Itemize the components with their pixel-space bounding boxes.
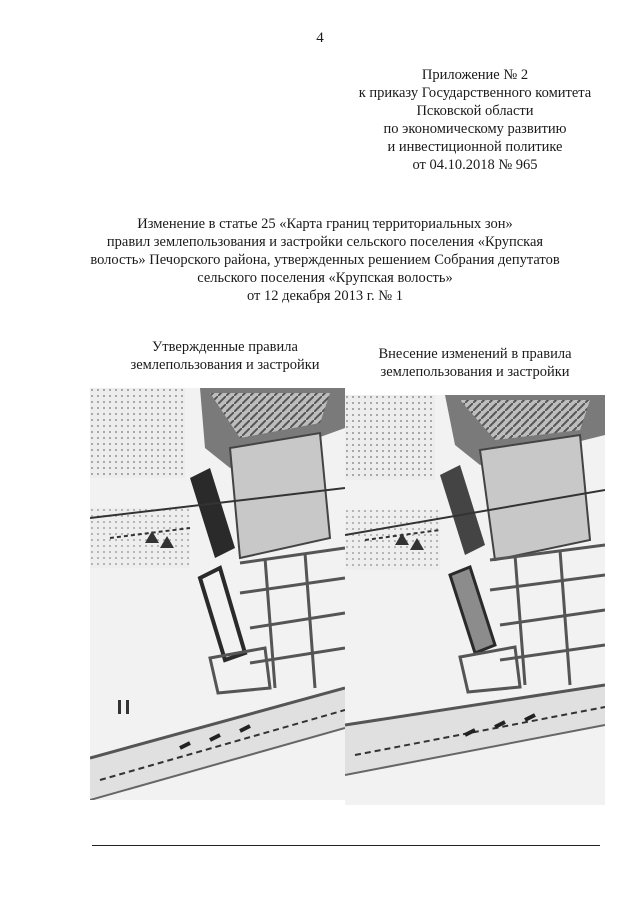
appendix-line: и инвестиционной политике [387, 139, 563, 155]
caption-line: землепользования и застройки [130, 357, 320, 373]
appendix-line: от 04.10.2018 № 965 [412, 157, 538, 173]
map-amended [345, 395, 605, 805]
bottom-rule [92, 845, 600, 846]
title-line: Изменение в статье 25 «Карта границ территориальных зон» [137, 216, 513, 232]
appendix-line: Псковской области [416, 103, 534, 119]
page-number: 4 [316, 30, 324, 46]
map-approved [90, 388, 345, 800]
document-title [90, 215, 560, 305]
title-line: правил землепользования и застройки сельского поселения «Крупская [106, 234, 544, 250]
caption-line: землепользования и застройки [380, 364, 570, 380]
caption-line: Утвержденные правила [152, 339, 298, 355]
caption-amended [345, 345, 605, 381]
appendix-header [330, 66, 620, 174]
appendix-line: Приложение № 2 [421, 67, 529, 83]
title-line: от 12 декабря 2013 г. № 1 [246, 288, 404, 304]
title-line: волость» Печорского района, утвержденных решением Собрания депутатов [90, 252, 560, 268]
caption-approved [100, 338, 350, 374]
caption-line: Внесение изменений в правила [378, 346, 572, 362]
title-line: сельского поселения «Крупская волость» [197, 270, 453, 286]
map-amended-drawing [345, 395, 605, 805]
appendix-line: по экономическому развитию [383, 121, 567, 137]
map-approved-drawing [90, 388, 345, 800]
appendix-line: к приказу Государственного комитета [358, 85, 592, 101]
